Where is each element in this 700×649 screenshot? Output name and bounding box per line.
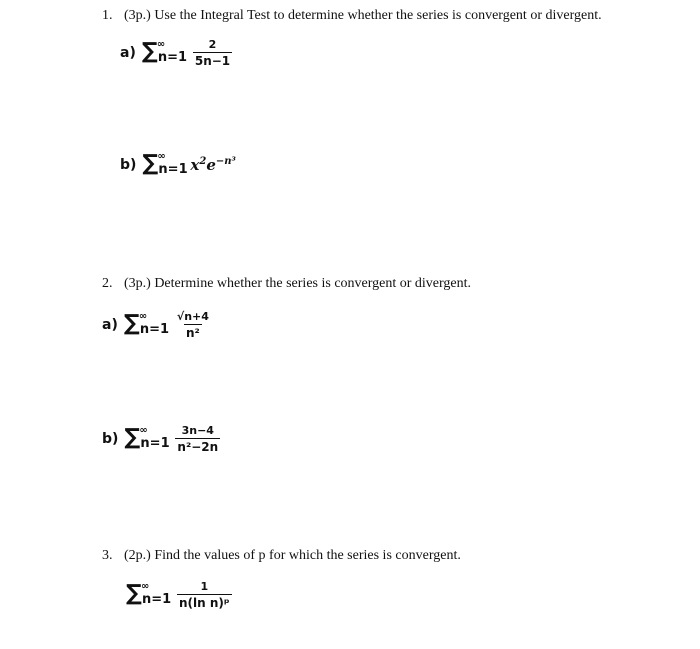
sum-upper-limit: ∞ [157, 151, 166, 162]
euler-e: e [206, 156, 216, 174]
question-1 [102, 8, 602, 24]
summation [124, 310, 170, 340]
sigma-symbol: ∑ [142, 151, 159, 176]
question-1-number: 1. [102, 8, 113, 23]
question-3-series [126, 580, 232, 610]
sum-lower-limit: n=1 [139, 322, 170, 337]
summand [190, 156, 236, 174]
sum-upper-limit: ∞ [138, 311, 148, 322]
question-3-number: 3. [102, 548, 113, 563]
part-label: a) [120, 45, 136, 61]
sum-lower-limit: n=1 [142, 592, 172, 607]
denominator: 5n−1 [194, 54, 231, 68]
denominator: n(ln n)ᵖ [179, 596, 230, 610]
numerator: √n+4 [176, 310, 209, 323]
summation [142, 38, 188, 68]
numerator: 2 [208, 38, 217, 51]
sigma-symbol: ∑ [141, 39, 158, 64]
question-2-text: (3p.) Determine whether the series is convergent or divergent. [124, 276, 472, 291]
question-2a [102, 310, 211, 340]
fraction [193, 38, 232, 68]
summation [126, 580, 172, 610]
fraction [177, 580, 232, 610]
numerator: 1 [200, 580, 209, 593]
question-1-text: (3p.) Use the Integral Test to determine whether the series is convergent or divergent. [124, 8, 602, 23]
part-label: a) [102, 317, 118, 333]
question-2 [102, 276, 471, 292]
sigma-symbol: ∑ [124, 425, 141, 450]
question-1a [120, 38, 232, 68]
question-3-text: (2p.) Find the values of p for which the series is convergent. [124, 548, 461, 563]
base-variable: x [190, 156, 200, 174]
question-1b [120, 150, 236, 180]
base-exponent: 2 [199, 156, 207, 167]
fraction [175, 424, 220, 454]
summation [142, 150, 188, 180]
sum-upper-limit: ∞ [139, 425, 148, 436]
sum-lower-limit: n=1 [140, 436, 170, 451]
question-2-number: 2. [102, 276, 113, 291]
sigma-symbol: ∑ [126, 581, 142, 606]
part-label: b) [102, 431, 119, 447]
part-label: b) [120, 157, 137, 173]
question-2b [102, 424, 220, 454]
sum-upper-limit: ∞ [141, 581, 150, 592]
sum-lower-limit: n=1 [157, 50, 188, 65]
denominator: n²−2n [177, 440, 219, 454]
sigma-symbol: ∑ [123, 311, 140, 336]
fraction [175, 310, 211, 340]
sum-lower-limit: n=1 [158, 162, 188, 177]
sum-upper-limit: ∞ [156, 39, 166, 50]
e-exponent: −n³ [215, 156, 236, 167]
denominator: n² [185, 326, 200, 340]
summation [124, 424, 170, 454]
numerator: 3n−4 [181, 424, 214, 437]
question-3 [102, 548, 461, 564]
